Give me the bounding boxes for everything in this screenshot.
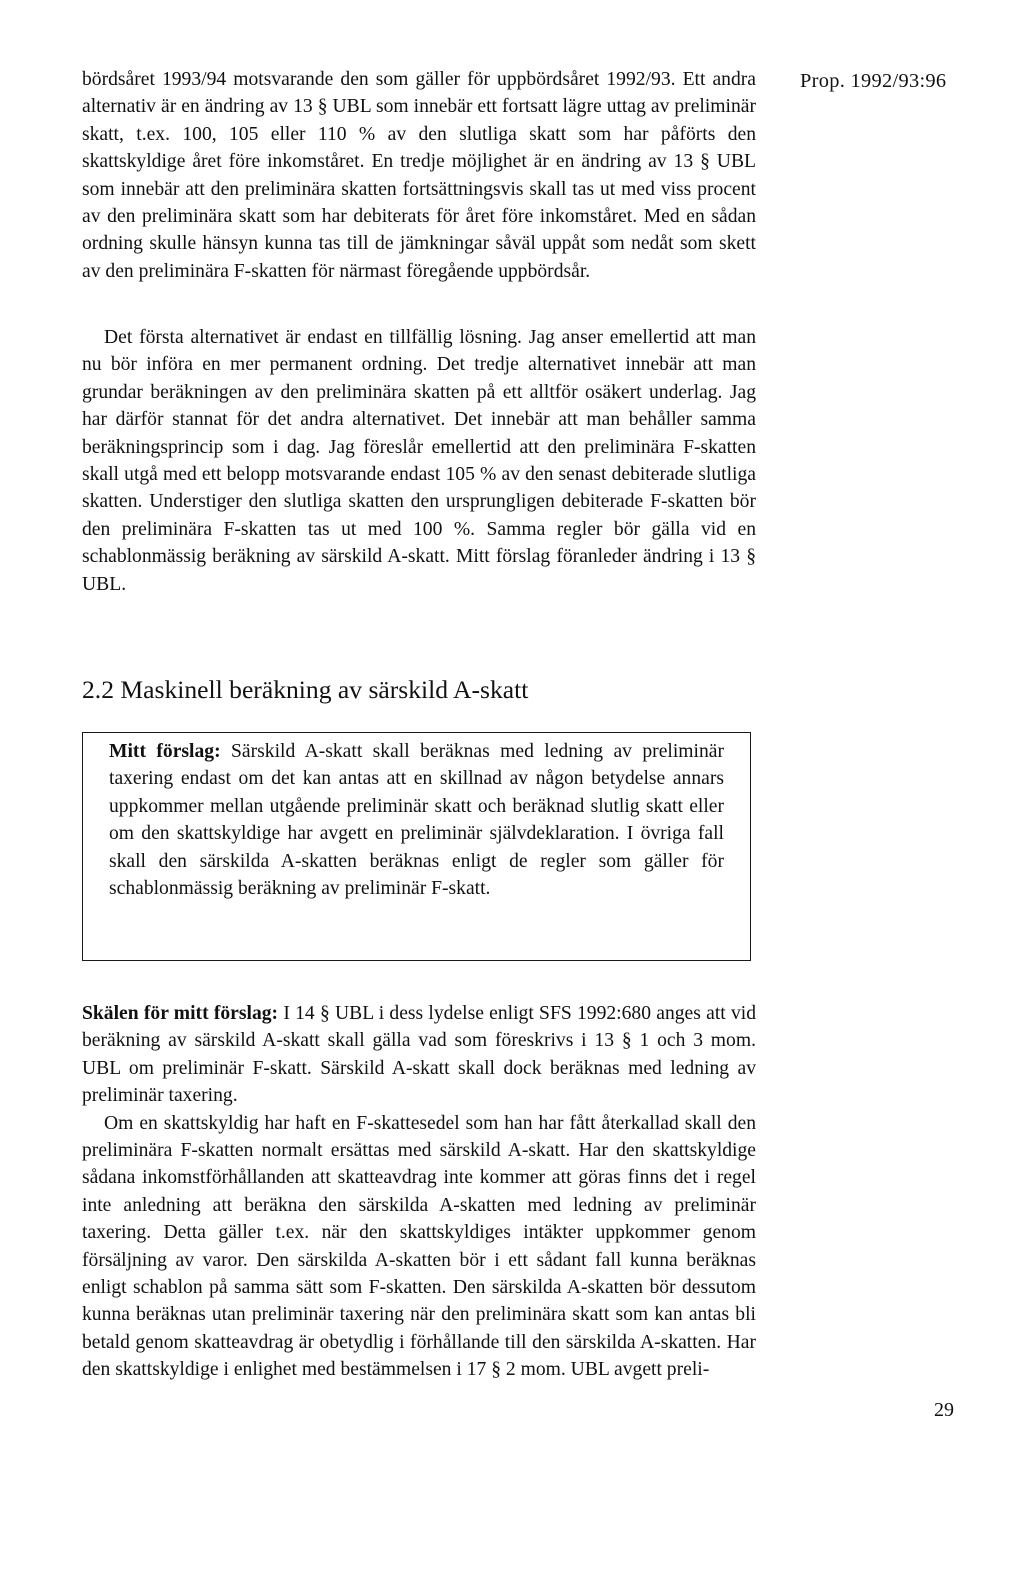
- reasons-block: [82, 1000, 756, 1384]
- paragraph-alternatives: bördsåret 1993/94 motsvarande den som gäller för uppbördsåret 1992/93. Ett andra alternativ är en ändring av 13 § UBL som innebär ett fortsatt lägre uttag av preliminär skatt, t.ex. 100, 105 eller 110 % av den slutliga skatt som har påförts den skattskyldige året före inkomståret. En tredje möjlighet är en ändring av 13 § UBL som innebär att den preliminära skatten fortsättningsvis skall tas ut med viss procent av den preliminära skatt som har debiterats för året före inkomståret. Med en sådan ordning skulle hänsyn kunna tas till de jämkningar såväl uppåt som nedåt som skett av den preliminära F-skatten för närmast föregående uppbördsår.: [82, 69, 756, 282]
- document-reference: Prop. 1992/93:96: [800, 70, 947, 92]
- paragraph-special-a-tax: Om en skattskyldig har haft en F-skattesedel som han har fått återkallad skall den preliminära F-skatten normalt ersättas med särskild A-skatt. Har den skattskyldige sådana inkomstförhållanden att skatteavdrag inte kommer att göras finns det i regel inte anledning att beräkna den särskilda A-skatten med ledning av preliminär taxering. Detta gäller t.ex. när den skattskyldiges intäkter uppkommer genom försäljning av varor. Den särskilda A-skatten bör i ett sådant fall kunna beräknas enligt schablon på samma sätt som F-skatten. Den särskilda A-skatten bör dessutom kunna beräknas utan preliminär taxering när den preliminära skatt som kan antas bli betald genom skatteavdrag är obetydlig i förhållande till den särskilda A-skatten. Har den skattskyldige i enlighet med bestämmelsen i 17 § 2 mom. UBL avgett preli-: [82, 1112, 756, 1381]
- body-text-continued: [82, 66, 756, 285]
- reasons-text: I 14 § UBL i dess lydelse enligt SFS 1992:680 anges att vid beräkning av särskild A-skatt skall gälla vad som föreskrivs i 13 § 1 och 3 mom. UBL om preliminär F-skatt. Särskild A-skatt skall dock beräknas med ledning av preliminär taxering.: [82, 1003, 756, 1107]
- proposal-paragraph: [109, 738, 724, 902]
- reasons-label: Skälen för mitt förslag:: [82, 1003, 279, 1024]
- proposal-text: Särskild A-skatt skall beräknas med ledning av preliminär taxering endast om det kan antas att en skillnad av någon betydelse annars uppkommer mellan utgående preliminär skatt och beräknad slutlig skatt eller om den skattskyldige har avgett en preliminär självdeklaration. I övriga fall skall den särskilda A-skatten beräknas enligt de regler som gäller för schablonmässig beräkning av preliminär F-skatt.: [109, 741, 724, 900]
- proposal-label: Mitt förslag:: [109, 741, 221, 762]
- paragraph-assessment: Det första alternativet är endast en tillfällig lösning. Jag anser emellertid att man nu bör införa en mer permanent ordning. Det tredje alternativet innebär att man grundar beräkningen av den preliminära skatten på ett alltför osäkert underlag. Jag har därför stannat för det andra alternativet. Det innebär att man behåller samma beräkningsprincip som i dag. Jag föreslår emellertid att den preliminära F-skatten skall utgå med ett belopp motsvarande endast 105 % av den senast debiterade slutliga skatten. Understiger den slutliga skatten den ursprungligen debiterade F-skatten bör den preliminära F-skatten tas ut med 100 %. Samma regler bör gälla vid en schablonmässig beräkning av särskild A-skatt. Mitt förslag föranleder ändring i 13 § UBL.: [82, 327, 756, 595]
- section-heading: 2.2 Maskinell beräkning av särskild A-skatt: [82, 675, 529, 704]
- page-number: 29: [934, 1399, 954, 1421]
- reasons-paragraph: [82, 1000, 756, 1110]
- proposal-box: [82, 732, 751, 961]
- body-text-assessment: [82, 324, 756, 598]
